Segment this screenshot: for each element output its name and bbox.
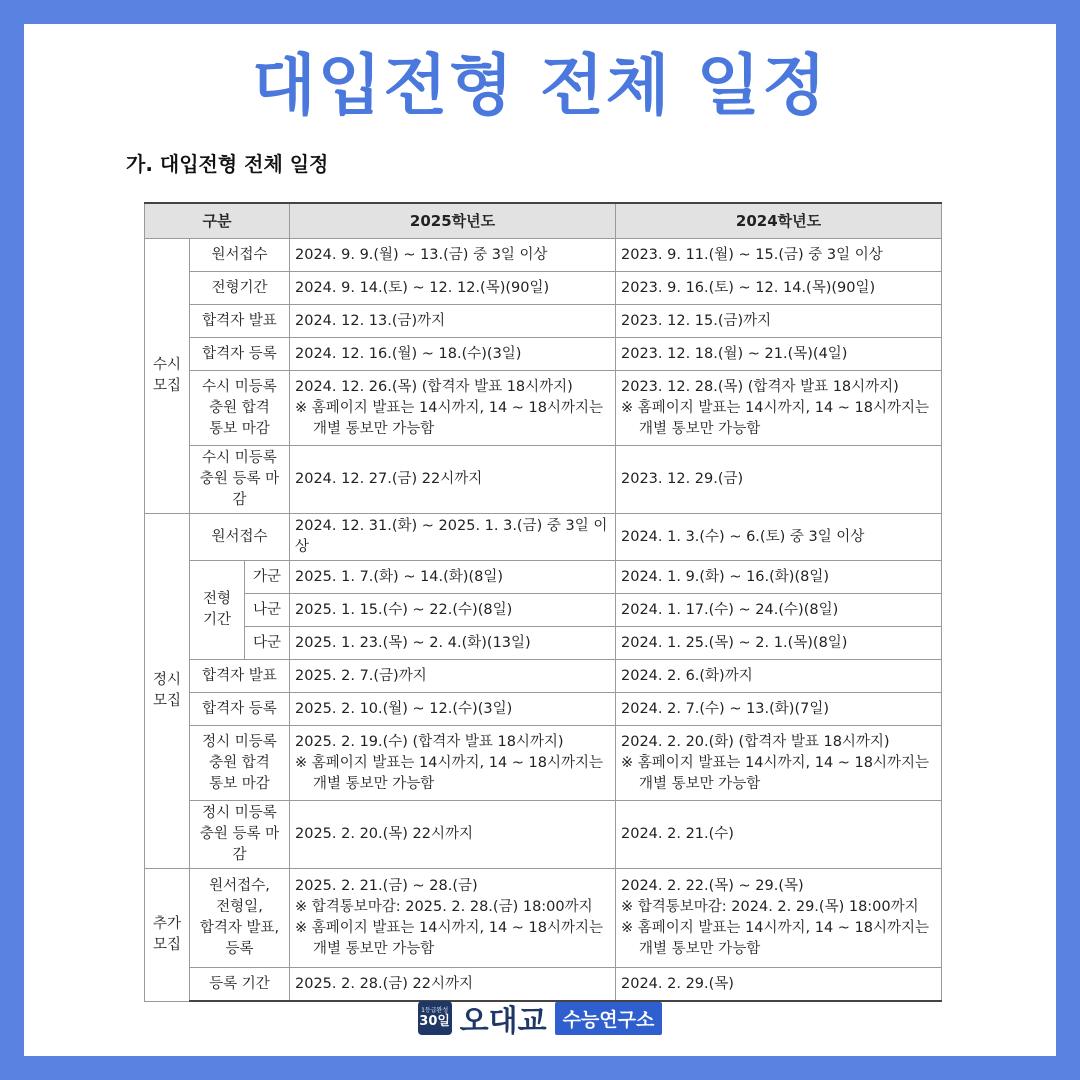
cell-note: ※ 합격통보마감: 2025. 2. 28.(금) 18:00까지: [295, 899, 593, 915]
cell-2025: 2025. 1. 7.(화) ~ 14.(화)(8일): [290, 561, 616, 594]
sub-label: 나군: [245, 594, 290, 627]
cell-2025: [290, 726, 616, 801]
badge-number: 30일: [419, 1014, 450, 1029]
cell-note: ※ 홈페이지 발표는 14시까지, 14 ~ 18시까지는 개별 통보만 가능함: [621, 754, 930, 792]
cell-2025: 2024. 12. 13.(금)까지: [290, 305, 616, 338]
group-label-susi: 수시 모집: [145, 239, 190, 514]
header-2025: 2025학년도: [290, 203, 616, 239]
cell-note: ※ 홈페이지 발표는 14시까지, 14 ~ 18시까지는 개별 통보만 가능함: [295, 399, 604, 437]
cell-2025: [290, 371, 616, 446]
row-label: 합격자 발표: [190, 660, 290, 693]
row-label: 정시 미등록 충원 등록 마감: [190, 801, 290, 869]
row-label: 정시 미등록 충원 합격 통보 마감: [190, 726, 290, 801]
header-category: 구분: [145, 203, 290, 239]
cell-2024: 2024. 1. 25.(목) ~ 2. 1.(목)(8일): [616, 627, 942, 660]
cell-note: ※ 홈페이지 발표는 14시까지, 14 ~ 18시까지는 개별 통보만 가능함: [621, 920, 930, 957]
cell-2025: 2024. 9. 9.(월) ~ 13.(금) 중 3일 이상: [290, 239, 616, 272]
cell-text: 2025. 2. 19.(수) (합격자 발표 18시까지): [295, 733, 564, 750]
row-label: 원서접수: [190, 514, 290, 561]
row-label: 합격자 발표: [190, 305, 290, 338]
cell-2024: 2023. 12. 15.(금)까지: [616, 305, 942, 338]
cell-2024: 2024. 1. 3.(수) ~ 6.(토) 중 3일 이상: [616, 514, 942, 561]
cell-2025: [290, 869, 616, 968]
brand-lab: 수능연구소: [555, 1002, 663, 1035]
cell-2025: 2024. 9. 14.(토) ~ 12. 12.(목)(90일): [290, 272, 616, 305]
brand-name: 오대교: [459, 1004, 547, 1039]
cell-2024: 2024. 1. 17.(수) ~ 24.(수)(8일): [616, 594, 942, 627]
row-label-period: 전형 기간: [190, 561, 245, 660]
cell-2025: 2025. 2. 28.(금) 22시까지: [290, 968, 616, 1002]
brand-badge: [418, 1001, 452, 1035]
row-label: 원서접수: [190, 239, 290, 272]
cell-2024: 2023. 9. 16.(토) ~ 12. 14.(목)(90일): [616, 272, 942, 305]
cell-2024: 2023. 12. 18.(월) ~ 21.(목)(4일): [616, 338, 942, 371]
cell-2024: 2024. 2. 21.(수): [616, 801, 942, 869]
cell-2024: [616, 726, 942, 801]
cell-text: 2023. 12. 28.(목) (합격자 발표 18시까지): [621, 378, 899, 395]
cell-2024: 2024. 2. 29.(목): [616, 968, 942, 1002]
cell-text: 2024. 2. 20.(화) (합격자 발표 18시까지): [621, 733, 890, 750]
cell-2024: 2023. 9. 11.(월) ~ 15.(금) 중 3일 이상: [616, 239, 942, 272]
row-label: 수시 미등록 충원 합격 통보 마감: [190, 371, 290, 446]
section-heading: 가. 대입전형 전체 일정: [126, 152, 329, 176]
cell-2025: 2024. 12. 27.(금) 22시까지: [290, 446, 616, 514]
cell-note: ※ 홈페이지 발표는 14시까지, 14 ~ 18시까지는 개별 통보만 가능함: [295, 754, 604, 792]
cell-2024: 2024. 2. 7.(수) ~ 13.(화)(7일): [616, 693, 942, 726]
sub-label: 가군: [245, 561, 290, 594]
group-label-chuga: 추가 모집: [145, 869, 190, 1002]
schedule-table: [144, 202, 942, 1002]
cell-2025: 2025. 1. 23.(목) ~ 2. 4.(화)(13일): [290, 627, 616, 660]
cell-2025: 2025. 2. 7.(금)까지: [290, 660, 616, 693]
row-label: 수시 미등록 충원 등록 마감: [190, 446, 290, 514]
cell-note: ※ 합격통보마감: 2024. 2. 29.(목) 18:00까지: [621, 899, 919, 915]
cell-note: ※ 홈페이지 발표는 14시까지, 14 ~ 18시까지는 개별 통보만 가능함: [621, 399, 930, 437]
cell-2024: 2024. 2. 6.(화)까지: [616, 660, 942, 693]
brand-logo: [0, 996, 1080, 1040]
cell-text: 2024. 2. 22.(목) ~ 29.(목): [621, 878, 804, 894]
cell-2025: 2025. 1. 15.(수) ~ 22.(수)(8일): [290, 594, 616, 627]
row-label: 전형기간: [190, 272, 290, 305]
cell-2025: 2025. 2. 20.(목) 22시까지: [290, 801, 616, 869]
header-2024: 2024학년도: [616, 203, 942, 239]
cell-2025: 2024. 12. 16.(월) ~ 18.(수)(3일): [290, 338, 616, 371]
cell-2024: [616, 869, 942, 968]
row-label: 원서접수, 전형일, 합격자 발표, 등록: [190, 869, 290, 968]
row-label: 합격자 등록: [190, 693, 290, 726]
page-title: 대입전형 전체 일정: [251, 47, 828, 124]
badge-caption: 1등급완성: [421, 1007, 449, 1014]
group-label-jeongsi: 정시 모집: [145, 514, 190, 869]
cell-2025: 2024. 12. 31.(화) ~ 2025. 1. 3.(금) 중 3일 이상: [290, 514, 616, 561]
cell-2024: [616, 371, 942, 446]
cell-2024: 2023. 12. 29.(금): [616, 446, 942, 514]
row-label: 합격자 등록: [190, 338, 290, 371]
row-label: 등록 기간: [190, 968, 290, 1002]
cell-text: 2024. 12. 26.(목) (합격자 발표 18시까지): [295, 378, 573, 395]
cell-text: 2025. 2. 21.(금) ~ 28.(금): [295, 878, 478, 894]
cell-note: ※ 홈페이지 발표는 14시까지, 14 ~ 18시까지는 개별 통보만 가능함: [295, 920, 604, 957]
cell-2024: 2024. 1. 9.(화) ~ 16.(화)(8일): [616, 561, 942, 594]
cell-2025: 2025. 2. 10.(월) ~ 12.(수)(3일): [290, 693, 616, 726]
sub-label: 다군: [245, 627, 290, 660]
